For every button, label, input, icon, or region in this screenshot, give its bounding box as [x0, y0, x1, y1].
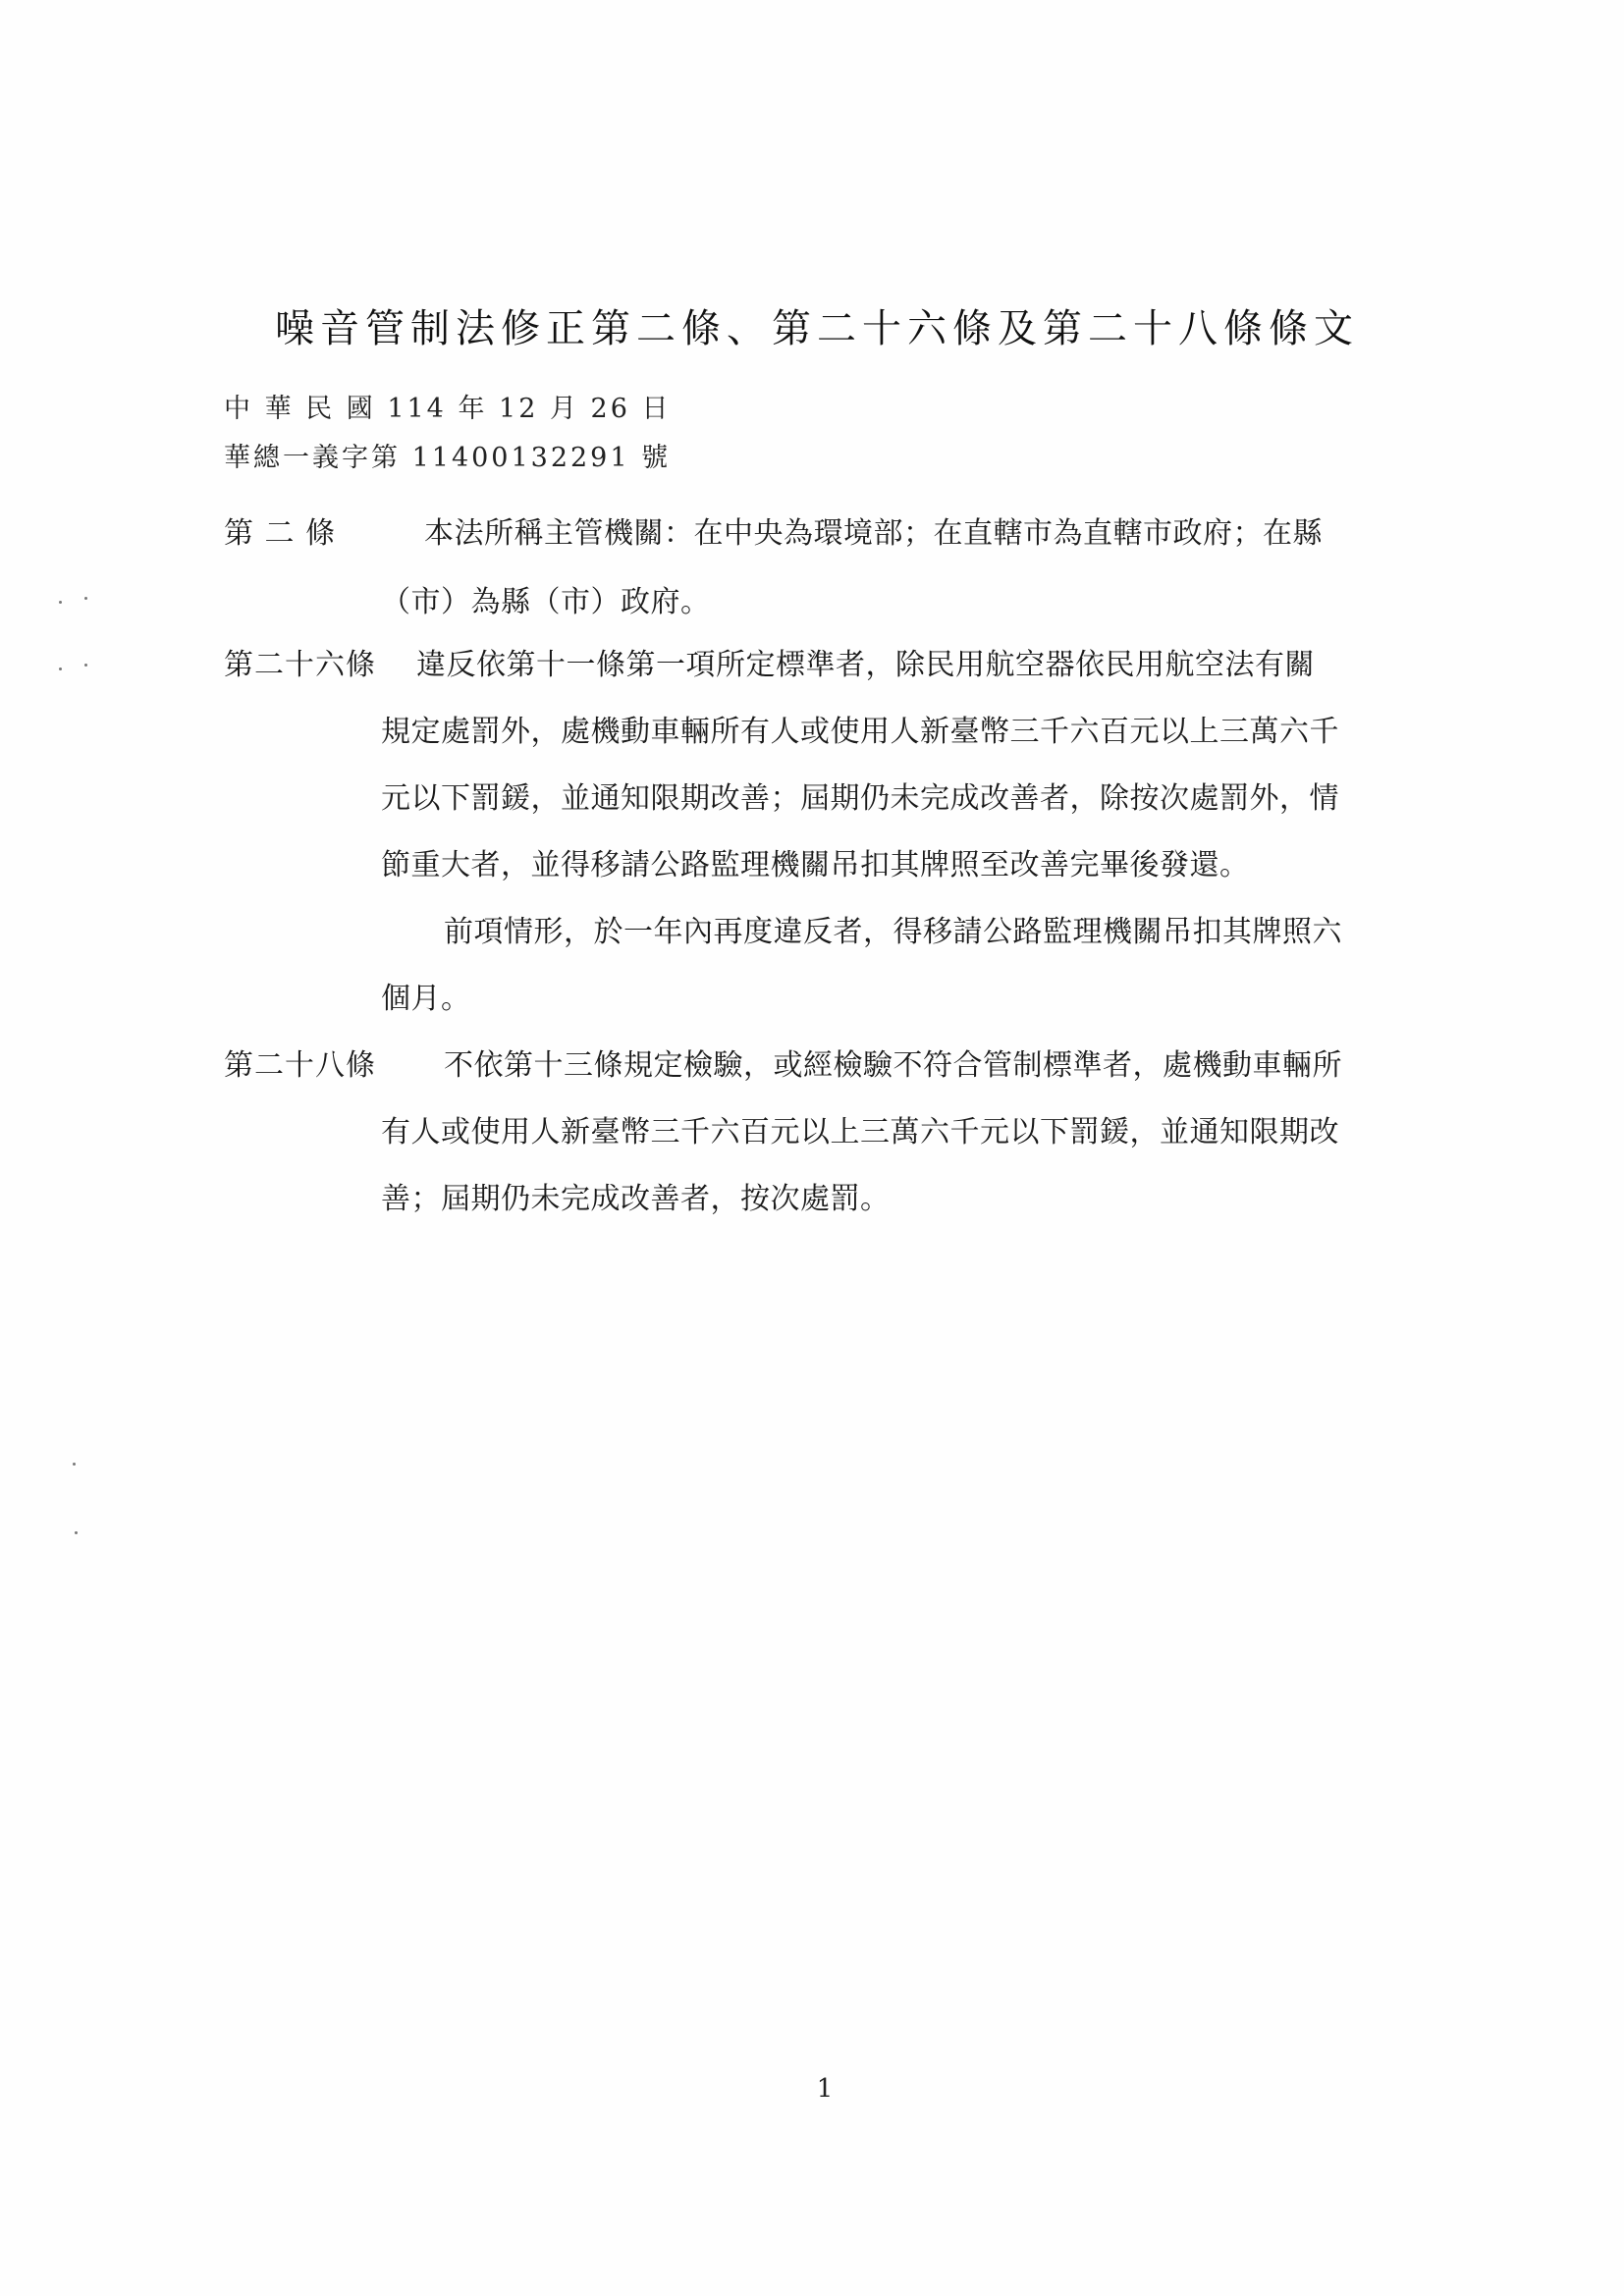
- article-text-line: 有人或使用人新臺幣三千六百元以上三萬六千元以下罰鍰，並通知限期改: [381, 1115, 1339, 1149]
- scan-speck: [84, 597, 87, 600]
- promulgation-date: 中 華 民 國 114 年 12 月 26 日: [224, 394, 672, 424]
- scan-speck: [73, 1463, 76, 1466]
- scan-speck: [84, 664, 87, 667]
- article-text-line: 個月。: [381, 982, 471, 1016]
- article-text-line: （市）為縣（市）政府。: [381, 585, 711, 619]
- document-number: 華總一義字第 11400132291 號: [224, 443, 672, 473]
- article-text-line: 違反依第十一條第一項所定標準者，除民用航空器依民用航空法有關: [416, 648, 1315, 682]
- article-text-line: 元以下罰鍰，並通知限期改善；屆期仍未完成改善者，除按次處罰外，情: [381, 781, 1339, 816]
- article-text-line: 前項情形，於一年內再度違反者，得移請公路監理機關吊扣其牌照六: [444, 915, 1342, 949]
- article-text-line: 規定處罰外，處機動車輛所有人或使用人新臺幣三千六百元以上三萬六千: [381, 715, 1339, 749]
- scan-speck: [59, 601, 62, 604]
- document-title: 噪音管制法修正第二條、第二十六條及第二十八條條文: [275, 306, 1359, 351]
- article-text-line: 不依第十三條規定檢驗，或經檢驗不符合管制標準者，處機動車輛所: [444, 1048, 1342, 1083]
- scan-speck: [75, 1531, 78, 1534]
- article-text-line: 善；屆期仍未完成改善者，按次處罰。: [381, 1182, 891, 1216]
- article-label: 第二十八條: [224, 1048, 376, 1083]
- article-label: 第 二 條: [224, 516, 337, 551]
- page-number: 1: [816, 2074, 834, 2104]
- article-text-line: 節重大者，並得移請公路監理機關吊扣其牌照至改善完畢後發還。: [381, 848, 1250, 882]
- article-label: 第二十六條: [224, 648, 376, 682]
- article-text-line: 本法所稱主管機關：在中央為環境部；在直轄市為直轄市政府；在縣: [424, 516, 1323, 551]
- scan-speck: [59, 667, 62, 670]
